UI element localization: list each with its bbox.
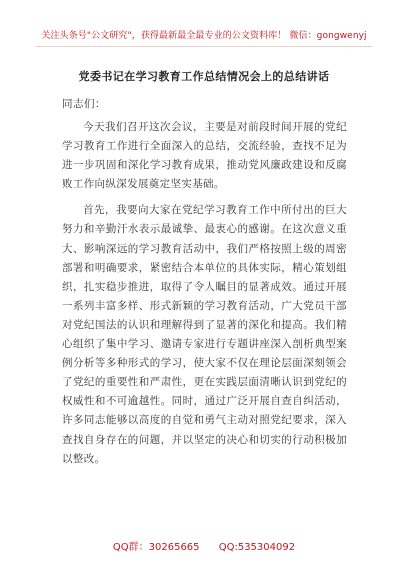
document-body xyxy=(62,118,347,476)
paragraph: 今天我们召开这次会议，主要是对前段时间开展的党纪学习教育工作进行全面深入的总结，交流经验，查找不足为进一步巩固和深化学习教育成果，推动党风廉政建设和反腐败工作向纵深发展奠定坚实基础。 xyxy=(62,121,347,191)
paragraph: 首先，我要向大家在党纪学习教育工作中所付出的巨大努力和辛勤汗水表示最诚挚、最衷心的感谢。在这次意义重大、影响深远的学习教育活动中，我们严格按照上级的周密部署和明确要求，紧密结合本单位的具体实际，精心策划组织，扎实稳步推进，取得了令人瞩目的显著成效。通过开展一系列丰富多样、形式新颖的学习教育活动，广大党员干部对党纪国法的认识和理解得到了显著的深化和提高。我们精心组织了集中学习、邀请专家进行专题讲座深入剖析典型案例分析等多种形式的学习，使大家不仅在理论层面深刻领会了党纪的重要性和严肃性，更在实践层面清晰认识到党纪的权威性和不可逾越性。同时，通过广泛开展自查自纠活动，许多同志能够以高度的自觉和勇气主动对照党纪要求，深入查找自身存在的问题，并以坚定的决心和切实的行动积极加以整改。 xyxy=(62,204,347,465)
header-divider xyxy=(36,46,372,47)
header-note: 关注头条号"公文研究"，获得最新最全最专业的公文资料库！ 微信：gongwenyj xyxy=(41,31,367,41)
qq-group: QQ群：30265665 xyxy=(112,542,200,553)
footer-contact xyxy=(0,538,408,553)
document-title: 党委书记在学习教育工作总结情况会上的总结讲话 xyxy=(78,70,330,83)
salutation: 同志们： xyxy=(62,98,106,110)
qq-contact: QQ:535304092 xyxy=(218,542,296,553)
